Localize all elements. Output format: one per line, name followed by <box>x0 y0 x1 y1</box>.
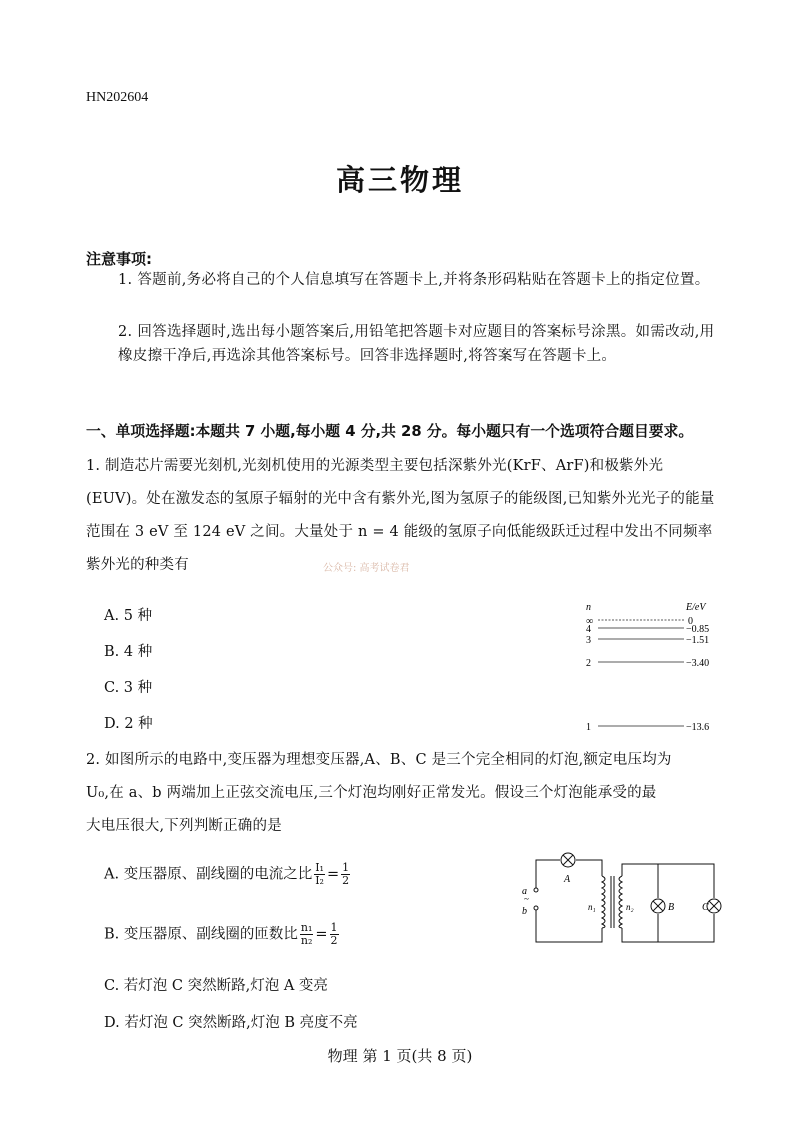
q1-option-d: D. 2 种 <box>104 716 153 732</box>
page-footer: 物理 第 1 页(共 8 页) <box>327 1047 473 1065</box>
question-2-line-1: 2. 如图所示的电路中,变压器为理想变压器,A、B、C 是三个完全相同的灯泡,额定电压均为 <box>86 752 672 768</box>
notice-item-1: 1. 答题前,务必将自己的个人信息填写在答题卡上,并将条形码粘贴在答题卡上的指定位置。 <box>118 272 710 288</box>
label-a: a <box>522 886 527 897</box>
level-n-4: 4 <box>586 624 591 635</box>
secondary-coil <box>619 876 622 928</box>
question-2-line-3: 大电压很大,下列判断正确的是 <box>86 818 282 834</box>
fraction-numerator: 1 <box>330 921 338 934</box>
level-e-2: −3.40 <box>686 658 710 669</box>
primary-coil <box>602 876 605 928</box>
fraction-denominator: 2 <box>330 934 338 947</box>
wire-secondary-bottom <box>622 914 714 942</box>
question-1-text: 1. 制造芯片需要光刻机,光刻机使用的光源类型主要包括深紫外光(KrF、ArF)和极紫外光(EUV)。处在激发态的氢原子辐射的光中含有紫外光,图为氢原子的能级图,已知紫外光光子的能量范围在 3 eV 至 124 eV 之间。大量处于 n = 4 能级的氢原子向低能级跃迁过程中发出不同频率紫外光的种类有 <box>86 458 715 573</box>
diagram-e-label: E/eV <box>686 602 706 613</box>
q1-option-c: C. 3 种 <box>104 680 153 696</box>
section-heading: 一、单项选择题:本题共 7 小题,每小题 4 分,共 28 分。每小题只有一个选项符合题目要求。 <box>86 423 694 440</box>
label-n2: n₂ <box>626 902 634 912</box>
level-e-inf: 0 <box>688 616 693 627</box>
q2-option-d: D. 若灯泡 C 突然断路,灯泡 B 亮度不亮 <box>104 1015 358 1031</box>
exam-code: HN202604 <box>86 90 149 105</box>
terminal-b <box>534 906 538 910</box>
label-lamp-c: C <box>702 902 709 913</box>
equals-sign: = <box>315 926 328 943</box>
terminal-a <box>534 888 538 892</box>
wire-top-right <box>576 860 602 876</box>
equals-sign: = <box>326 866 340 883</box>
notice-heading: 注意事项: <box>86 250 152 268</box>
q1-option-a: A. 5 种 <box>104 608 153 624</box>
notice-item-2: 2. 回答选择题时,选出每小题答案后,用铅笔把答题卡对应题目的答案标号涂黑。如需改动,用橡皮擦干净后,再选涂其他答案标号。回答非选择题时,将答案写在答题卡上。 <box>118 324 715 364</box>
page-title: 高三物理 <box>335 163 464 197</box>
label-n1: n₁ <box>588 902 596 912</box>
q2-option-b <box>104 922 341 947</box>
level-n-1: 1 <box>586 722 591 733</box>
wire-top-left <box>536 860 560 888</box>
transformer-circuit-diagram <box>518 852 724 948</box>
level-n-inf: ∞ <box>586 616 594 627</box>
level-e-3: −1.51 <box>686 635 710 646</box>
ac-symbol: ~ <box>524 894 529 904</box>
watermark: 公众号: 高考试卷君 <box>323 563 410 574</box>
current-ratio-fraction <box>314 862 325 887</box>
diagram-n-label: n <box>586 602 591 613</box>
wire-bottom <box>536 910 602 942</box>
q2-option-c: C. 若灯泡 C 突然断路,灯泡 A 变亮 <box>104 978 328 994</box>
wire-secondary-top <box>622 864 714 898</box>
energy-level-diagram <box>578 598 728 738</box>
value-fraction <box>341 862 350 887</box>
turns-ratio-fraction <box>300 922 314 947</box>
fraction-denominator: n₂ <box>300 934 313 947</box>
label-lamp-a: A <box>564 874 571 885</box>
q2-option-b-text: B. 变压器原、副线圈的匝数比 <box>104 926 298 943</box>
q2-option-a <box>104 862 352 887</box>
q1-option-b: B. 4 种 <box>104 644 153 660</box>
level-n-3: 3 <box>586 635 591 646</box>
level-e-4: −0.85 <box>686 624 710 635</box>
fraction-numerator: n₁ <box>300 921 313 934</box>
fraction-numerator: 1 <box>342 861 350 874</box>
label-b: b <box>522 906 527 917</box>
label-lamp-b: B <box>668 902 675 913</box>
fraction-denominator: 2 <box>342 874 350 887</box>
level-e-1: −13.6 <box>686 722 710 733</box>
question-2-line-2: U₀,在 a、b 两端加上正弦交流电压,三个灯泡均刚好正常发光。假设三个灯泡能承受的最 <box>86 785 657 801</box>
value-fraction <box>330 922 339 947</box>
q2-option-a-text: A. 变压器原、副线圈的电流之比 <box>104 866 313 883</box>
fraction-numerator: I₁ <box>315 861 324 874</box>
level-n-2: 2 <box>586 658 591 669</box>
fraction-denominator: I₂ <box>315 874 324 887</box>
